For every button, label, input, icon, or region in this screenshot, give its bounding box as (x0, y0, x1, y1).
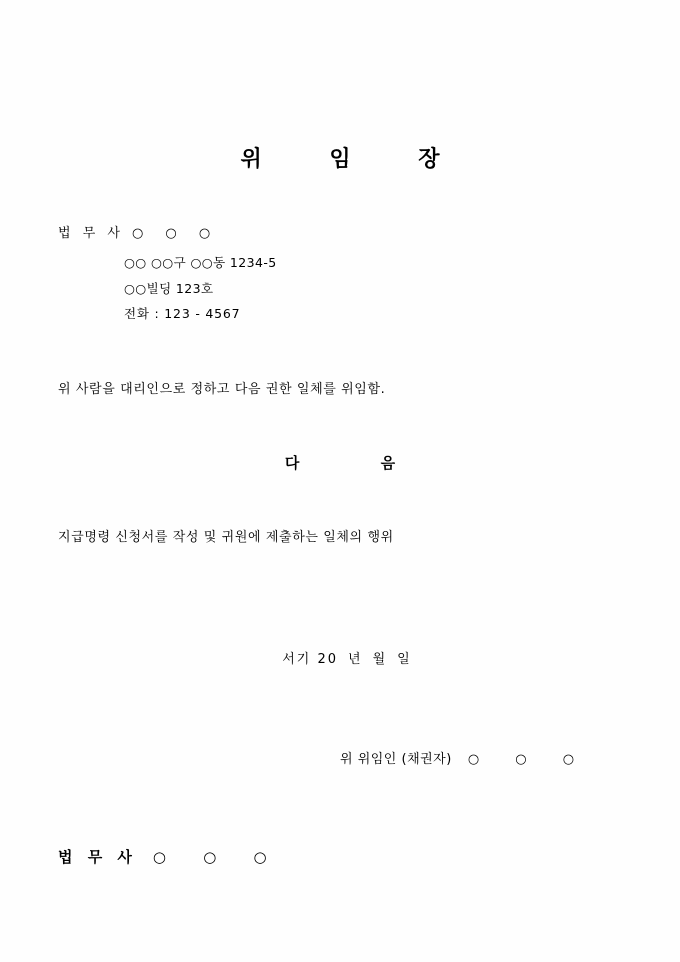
agent-address-line2: ○○빌딩 123호 (124, 280, 214, 296)
signer-name-marks: ○ ○ ○ (152, 848, 283, 866)
delegator-seal-marks: ○ ○ ○ (467, 752, 591, 767)
section-heading: 다 음 (284, 454, 434, 472)
page-title: 위 임 장 (240, 146, 470, 172)
delegation-statement: 위 사람을 대리인으로 정하고 다음 권한 일체를 위임함. (58, 382, 386, 397)
agent-info-block (58, 227, 277, 321)
date-year-label: 년 (348, 652, 363, 667)
delegator-label: 위 위임인 (채권자) (340, 752, 452, 767)
signer-role-label: 법 무 사 (58, 848, 137, 866)
signer-line (58, 846, 283, 867)
agent-role-and-name (58, 227, 277, 240)
agent-role-label: 법 무 사 (58, 226, 124, 241)
date-month-label: 월 (372, 652, 388, 667)
date-prefix: 서기 20 (282, 652, 339, 667)
agent-address-line1: ○○ ○○구 ○○동 1234-5 (124, 255, 277, 270)
delegated-scope-text: 지급명령 신청서를 작성 및 귀원에 제출하는 일체의 행위 (58, 530, 394, 545)
date-day-label: 일 (397, 652, 412, 667)
agent-phone-line: 전화 : 123 - 4567 (124, 306, 241, 321)
date-line (0, 648, 680, 667)
agent-name-marks: ○ ○ ○ (131, 226, 220, 241)
delegator-signature-line (340, 748, 590, 767)
